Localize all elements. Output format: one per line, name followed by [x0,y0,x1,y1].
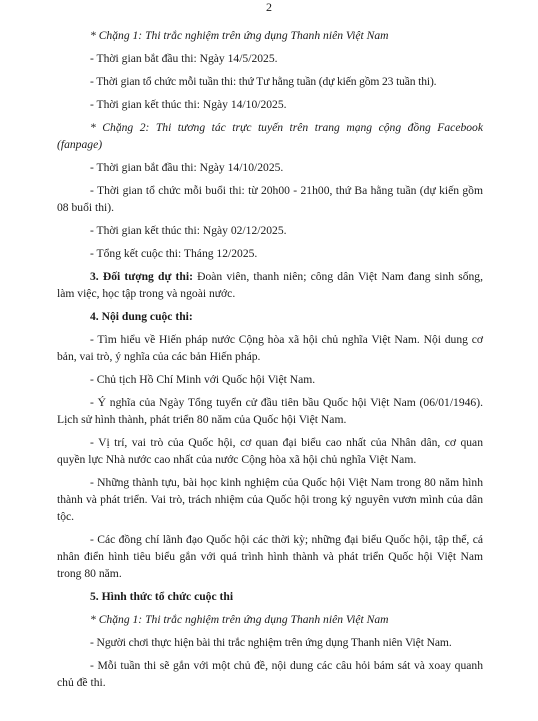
stage1-weekly: - Thời gian tổ chức mỗi tuần thi: thứ Tư hằng tuần (dự kiến gồm 23 tuần thi). [90,75,437,88]
stage2-heading: * Chặng 2: Thi tương tác trực tuyến trên trang mạng cộng đồng Facebook (fanpage) [57,121,483,151]
content-item-5: - Những thành tựu, bài học kinh nghiệm của Quốc hội Việt Nam trong 80 năm hình thành và phát triển. Vai trò, trách nhiệm của Quốc hội trong kỷ nguyên vươn mình của dân tộc. [57,476,483,523]
participants-text: Đoàn viên, thanh niên; công dân Việt Nam đang sinh sống, làm việc, học tập trong và ngoài nước. [57,270,483,300]
stage1-end: - Thời gian kết thúc thi: Ngày 14/10/2025. [90,98,287,111]
stage2-sessions: - Thời gian tổ chức mỗi buổi thi: từ 20h00 - 21h00, thứ Ba hằng tuần (dự kiến gồm 08 buổi thi). [57,184,483,214]
format-heading: 5. Hình thức tổ chức cuộc thi [90,590,234,603]
content-item-2: - Chủ tịch Hồ Chí Minh với Quốc hội Việt Nam. [90,373,316,386]
participants-label: 3. Đối tượng dự thi: [90,270,193,283]
content-item-6: - Các đồng chí lãnh đạo Quốc hội các thời kỳ; những đại biểu Quốc hội, tập thể, cá nhân điển hình tiêu biểu gắn với quá trình hình thành và phát triển Quốc hội Việt Nam trong 80 năm. [57,533,483,580]
summary: - Tổng kết cuộc thi: Tháng 12/2025. [90,247,258,260]
stage1-start: - Thời gian bắt đầu thi: Ngày 14/5/2025. [90,52,278,65]
content-heading: 4. Nội dung cuộc thi: [90,310,193,323]
stage2-start: - Thời gian bắt đầu thi: Ngày 14/10/2025. [90,161,284,174]
page-number: 2 [266,0,272,14]
participants [57,268,483,302]
stage2-end: - Thời gian kết thúc thi: Ngày 02/12/2025. [90,224,287,237]
content-item-1: - Tìm hiểu về Hiến pháp nước Cộng hòa xã hội chủ nghĩa Việt Nam. Nội dung cơ bản, vai trò, ý nghĩa của các bản Hiến pháp. [57,333,483,363]
format-stage1-heading: * Chặng 1: Thi trắc nghiệm trên ứng dụng Thanh niên Việt Nam [90,613,389,626]
format-item-1: - Người chơi thực hiện bài thi trắc nghiệm trên ứng dụng Thanh niên Việt Nam. [90,636,452,649]
format-item-2: - Mỗi tuần thi sẽ gắn với một chủ đề, nội dung các câu hỏi bám sát và xoay quanh chủ đề thi. [57,659,483,689]
content-item-3: - Ý nghĩa của Ngày Tổng tuyển cử đầu tiên bầu Quốc hội Việt Nam (06/01/1946). Lịch sử hình thành, phát triển 80 năm của Quốc hội Việt Nam. [57,396,483,426]
document-body [57,27,483,697]
stage1-heading: * Chặng 1: Thi trắc nghiệm trên ứng dụng Thanh niên Việt Nam [90,29,389,42]
content-item-4: - Vị trí, vai trò của Quốc hội, cơ quan đại biểu cao nhất của Nhân dân, cơ quan quyền lực Nhà nước cao nhất của nước Cộng hòa xã hội chủ nghĩa Việt Nam. [57,436,483,466]
